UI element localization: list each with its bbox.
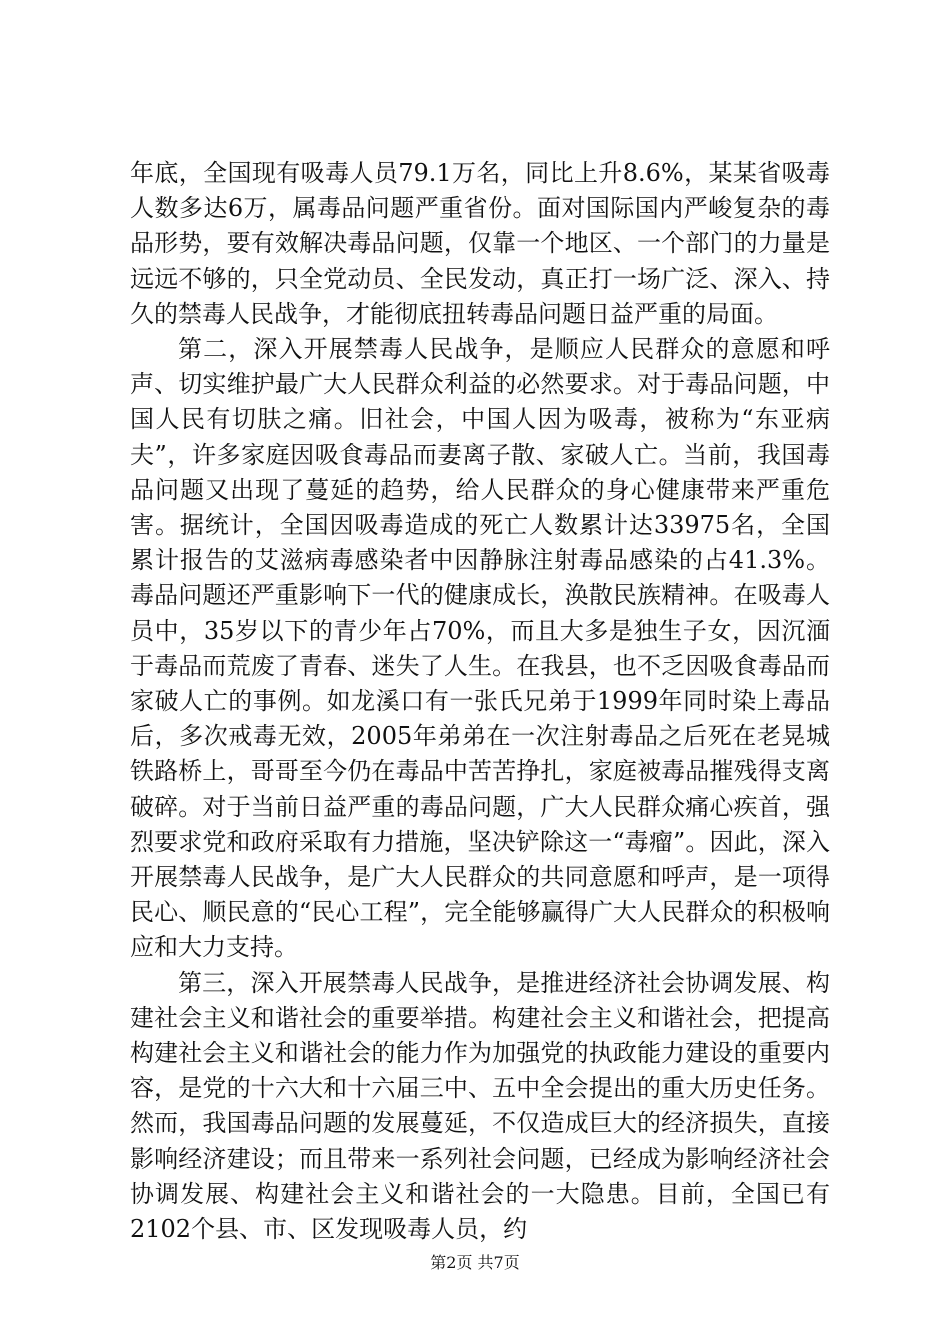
document-body: [130, 156, 830, 1247]
paragraph-continuation: 年底，全国现有吸毒人员79.1万名，同比上升8.6%，某某省吸毒人数多达6万，属毒品问题严重省份。面对国际国内严峻复杂的毒品形势，要有效解决毒品问题，仅靠一个地区、一个部门的力量是远远不够的，只全党动员、全民发动，真正打一场广泛、深入、持久的禁毒人民战争，才能彻底扭转毒品问题日益严重的局面。: [130, 159, 830, 328]
paragraph-third-point: 第三，深入开展禁毒人民战争，是推进经济社会协调发展、构建社会主义和谐社会的重要举措。构建社会主义和谐社会，把提高构建社会主义和谐社会的能力作为加强党的执政能力建设的重要内容，是党的十六大和十六届三中、五中全会提出的重大历史任务。然而，我国毒品问题的发展蔓延，不仅造成巨大的经济损失，直接影响经济建设；而且带来一系列社会问题，已经成为影响经济社会协调发展、构建社会主义和谐社会的一大隐患。目前，全国已有2102个县、市、区发现吸毒人员，约: [130, 968, 830, 1244]
page-number-footer: 第2页 共7页: [430, 1253, 520, 1272]
paragraph-second-point: 第二，深入开展禁毒人民战争，是顺应人民群众的意愿和呼声、切实维护最广大人民群众利益的必然要求。对于毒品问题，中国人民有切肤之痛。旧社会，中国人因为吸毒，被称为“东亚病夫”，许多家庭因吸食毒品而妻离子散、家破人亡。当前，我国毒品问题又出现了蔓延的趋势，给人民群众的身心健康带来严重危害。据统计，全国因吸毒造成的死亡人数累计达33975名，全国累计报告的艾滋病毒感染者中因静脉注射毒品感染的占41.3%。毒品问题还严重影响下一代的健康成长，涣散民族精神。在吸毒人员中，35岁以下的青少年占70%，而且大多是独生子女，因沉湎于毒品而荒废了青春、迷失了人生。在我县，也不乏因吸食毒品而家破人亡的事例。如龙溪口有一张氏兄弟于1999年同时染上毒品后，多次戒毒无效，2005年弟弟在一次注射毒品之后死在老晃城铁路桥上，哥哥至今仍在毒品中苦苦挣扎，家庭被毒品摧残得支离破碎。对于当前日益严重的毒品问题，广大人民群众痛心疾首，强烈要求党和政府采取有力措施，坚决铲除这一“毒瘤”。因此，深入开展禁毒人民战争，是广大人民群众的共同意愿和呼声，是一项得民心、顺民意的“民心工程”，完全能够赢得广大人民群众的积极响应和大力支持。: [130, 335, 830, 962]
